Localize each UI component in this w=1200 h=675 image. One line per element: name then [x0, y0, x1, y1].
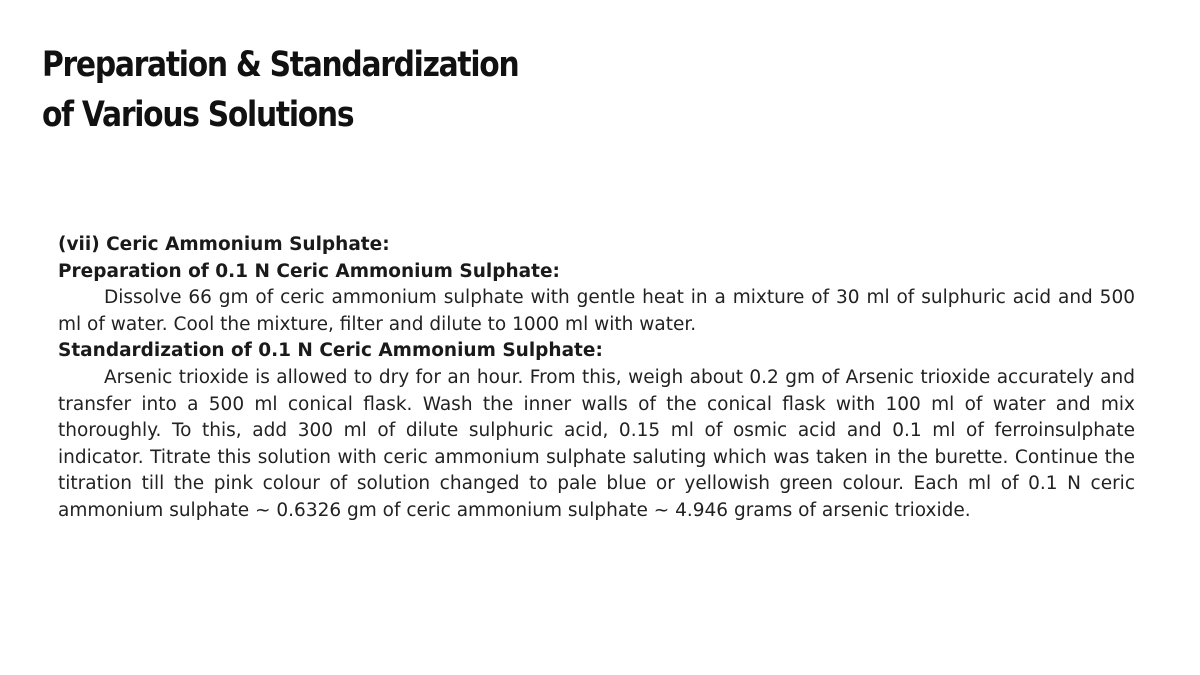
slide-title-line-1: Preparation & Standardization	[42, 45, 519, 85]
standardization-heading: Standardization of 0.1 N Ceric Ammonium Sulphate:	[58, 340, 603, 362]
slide-title	[42, 40, 518, 140]
document-excerpt	[58, 232, 1135, 525]
preparation-heading: Preparation of 0.1 N Ceric Ammonium Sulphate:	[58, 260, 560, 282]
section-heading: (vii) Ceric Ammonium Sulphate:	[58, 234, 390, 255]
slide-title-line-2: of Various Solutions	[42, 95, 354, 135]
standardization-paragraph: Arsenic trioxide is allowed to dry for an hour. From this, weigh about 0.2 gm of Arsenic trioxide accurately and transfer into a 500 ml conical flask. Wash the inner walls of the conical flask with 100 ml of water and mix thoroughly. To this, add 300 ml of dilute sulphuric acid, 0.15 ml of osmic acid and 0.1 ml of ferroinsulphate indicator. Titrate this solution with ceric ammonium sulphate saluting which was taken in the burette. Continue the titration till the pink colour of solution changed to pale blue or yellowish green colour. Each ml of 0.1 N ceric ammonium sulphate ~ 0.6326 gm of ceric ammonium sulphate ~ 4.946 grams of arsenic trioxide.	[58, 366, 1135, 521]
preparation-paragraph: Dissolve 66 gm of ceric ammonium sulphate with gentle heat in a mixture of 30 ml of sulphuric acid and 500 ml of water. Cool the mixture, filter and dilute to 1000 ml with water.	[58, 287, 1135, 335]
